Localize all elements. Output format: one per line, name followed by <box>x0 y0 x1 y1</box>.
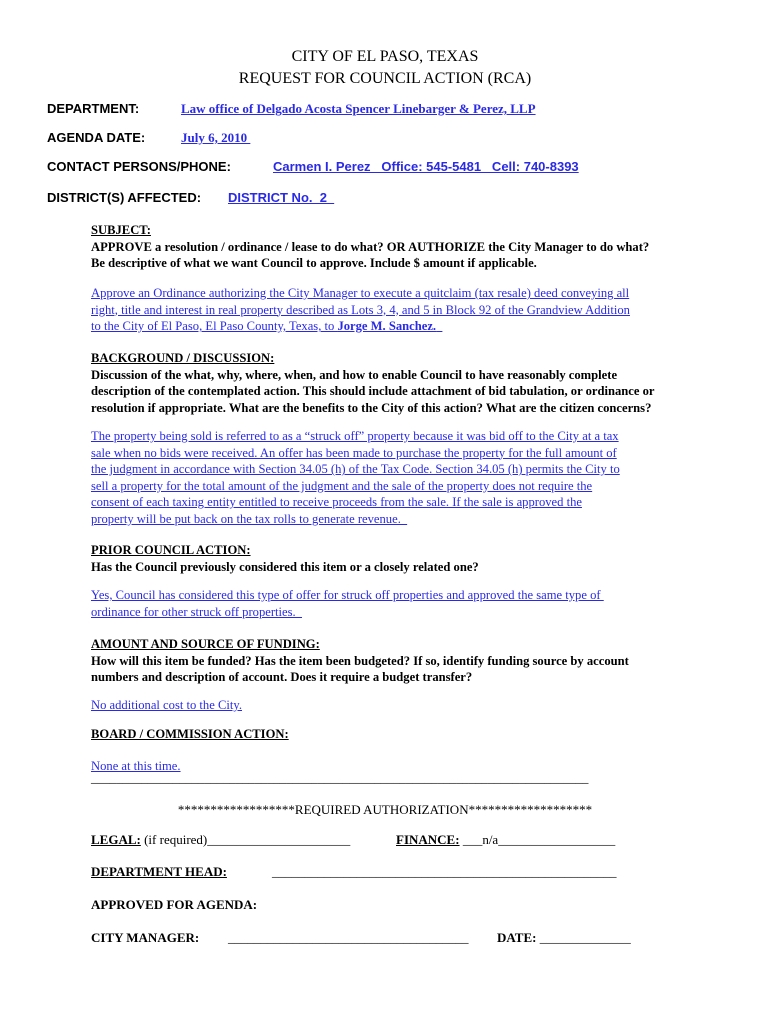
subject-answer-line <box>91 318 726 335</box>
board-commission-answer-text: None at this time. <box>91 759 181 773</box>
subject-section <box>91 222 726 272</box>
subject-answer-tail <box>436 319 442 333</box>
department-label: DEPARTMENT: <box>47 101 140 116</box>
finance-signature-row <box>396 832 615 848</box>
prior-council-heading: PRIOR COUNCIL ACTION: <box>91 543 251 557</box>
board-commission-section <box>91 726 726 743</box>
background-section <box>91 350 726 416</box>
form-title-line1: CITY OF EL PASO, TEXAS <box>291 48 479 65</box>
subject-instructions-line: APPROVE a resolution / ordinance / lease to do what? OR AUTHORIZE the City Manager to do what? <box>91 239 650 254</box>
background-answer-line: sale when no bids were received. An offer has been made to purchase the property for the full amount of <box>91 445 617 460</box>
background-instructions-line: Discussion of the what, why, where, when, and how to enable Council to have reasonably complete <box>91 367 618 382</box>
date-signature-line: ______________ <box>536 930 631 945</box>
prior-council-answer <box>91 587 726 620</box>
districts-affected-value: DISTRICT No. 2 <box>228 190 335 205</box>
agenda-date-value: July 6, 2010 <box>181 130 251 145</box>
subject-answer-line: Approve an Ordinance authorizing the City Manager to execute a quitclaim (tax resale) deed conveying all <box>91 286 630 300</box>
background-answer-line: consent of each taxing entity entitled to receive proceeds from the sale. If the sale is approved the <box>91 495 582 510</box>
prior-council-section <box>91 542 726 575</box>
funding-section <box>91 636 726 686</box>
date-label: DATE: <box>497 930 537 945</box>
funding-heading: AMOUNT AND SOURCE OF FUNDING: <box>91 637 320 651</box>
finance-signature-line: ___n/a__________________ <box>459 832 616 847</box>
contact-persons-value: Carmen I. Perez Office: 545-5481 Cell: 740-8393 <box>273 159 579 174</box>
background-answer <box>91 428 726 528</box>
funding-answer <box>91 697 726 714</box>
funding-answer-text: No additional cost to the City. <box>91 698 242 712</box>
background-instructions-line: description of the contemplated action. This should include attachment of bid tabulation, or ordinance or <box>91 384 655 399</box>
prior-council-answer-line: ordinance for other struck off properties. <box>91 604 302 619</box>
background-instructions-line: resolution if appropriate. What are the benefits to the City of this action? What are the citizen concerns? <box>91 400 652 415</box>
form-title-line2: REQUEST FOR COUNCIL ACTION (RCA) <box>238 70 532 87</box>
background-answer-line: the judgment in accordance with Section 34.05 (h) of the Tax Code. Section 34.05 (h) permits the City to <box>91 462 620 477</box>
approved-for-agenda-label: APPROVED FOR AGENDA: <box>91 897 258 912</box>
legal-signature-line: (if required)______________________ <box>140 832 351 847</box>
background-heading: BACKGROUND / DISCUSSION: <box>91 351 275 365</box>
contact-persons-label: CONTACT PERSONS/PHONE: <box>47 159 231 174</box>
legal-signature-row <box>91 832 350 848</box>
date-row <box>497 930 631 946</box>
required-authorization-banner: ******************REQUIRED AUTHORIZATION******************* <box>177 802 593 817</box>
subject-instructions-line: Be descriptive of what we want Council to approve. Include $ amount if applicable. <box>91 256 537 271</box>
department-head-label: DEPARTMENT HEAD: <box>91 864 227 879</box>
subject-answer-line: right, title and interest in real property described as Lots 3, 4, and 5 in Block 92 of the Grandview Addition <box>91 302 630 317</box>
city-manager-signature-line: _____________________________________ <box>228 930 469 945</box>
finance-label: FINANCE: <box>396 832 460 847</box>
board-commission-answer <box>91 758 726 786</box>
department-value: Law office of Delgado Acosta Spencer Linebarger & Perez, LLP <box>181 101 536 116</box>
background-answer-line: property will be put back on the tax rolls to generate revenue. <box>91 511 408 526</box>
background-answer-line: sell a property for the total amount of the judgment and the sale of the property does not require the <box>91 478 593 493</box>
department-head-signature-line: _____________________________________________________ <box>272 864 617 879</box>
background-answer-line: The property being sold is referred to as a “struck off” property because it was bid off to the City at a tax <box>91 429 619 443</box>
subject-answer-text: to the City of El Paso, El Paso County, Texas, to <box>91 319 338 334</box>
board-commission-heading: BOARD / COMMISSION ACTION: <box>91 727 289 741</box>
funding-instructions-line: numbers and description of account. Does it require a budget transfer? <box>91 670 473 685</box>
subject-heading: SUBJECT: <box>91 223 151 237</box>
city-manager-label: CITY MANAGER: <box>91 930 200 945</box>
prior-council-answer-line: Yes, Council has considered this type of offer for struck off properties and approved the same type of <box>91 588 604 602</box>
buyer-name: Jorge M. Sanchez. <box>337 319 437 334</box>
prior-council-instructions: Has the Council previously considered this item or a closely related one? <box>91 559 479 574</box>
districts-affected-label: DISTRICT(S) AFFECTED: <box>47 190 202 205</box>
legal-label: LEGAL: <box>91 832 141 847</box>
funding-instructions-line: How will this item be funded? Has the item been budgeted? If so, identify funding source by account <box>91 653 629 668</box>
agenda-date-label: AGENDA DATE: <box>47 130 146 145</box>
subject-answer <box>91 285 726 335</box>
board-divider-line: _______________________________________________________________________________ <box>91 770 589 785</box>
